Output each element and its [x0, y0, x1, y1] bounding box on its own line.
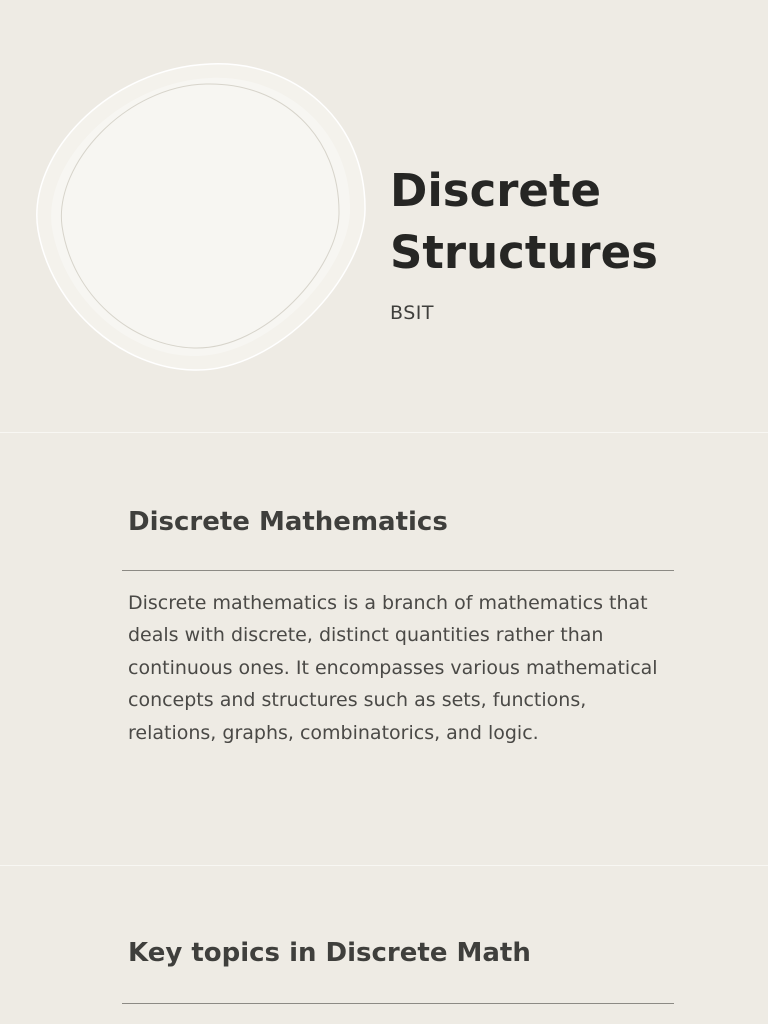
section-heading: Discrete Mathematics [128, 507, 448, 537]
cover-title-line-1: Discrete [390, 164, 601, 217]
section-heading: Key topics in Discrete Math [128, 938, 531, 968]
discrete-mathematics-slide [0, 433, 768, 865]
heading-rule [122, 1003, 674, 1004]
section-body-text: Discrete mathematics is a branch of mathematics that deals with discrete, distinct quantities rather than continuous ones. It encompasses various mathematical concepts and structures such as sets, functions, relations, graphs, combinatorics, and logic. [128, 592, 658, 744]
key-topics-slide [0, 866, 768, 1024]
cover-slide [0, 0, 768, 432]
cover-title [390, 160, 750, 284]
heading-rule [122, 570, 674, 571]
cover-title-line-2: Structures [390, 226, 658, 279]
cover-title-block [390, 160, 750, 324]
cover-subtitle: BSIT [390, 302, 434, 324]
decorative-blob-shape [34, 60, 370, 374]
